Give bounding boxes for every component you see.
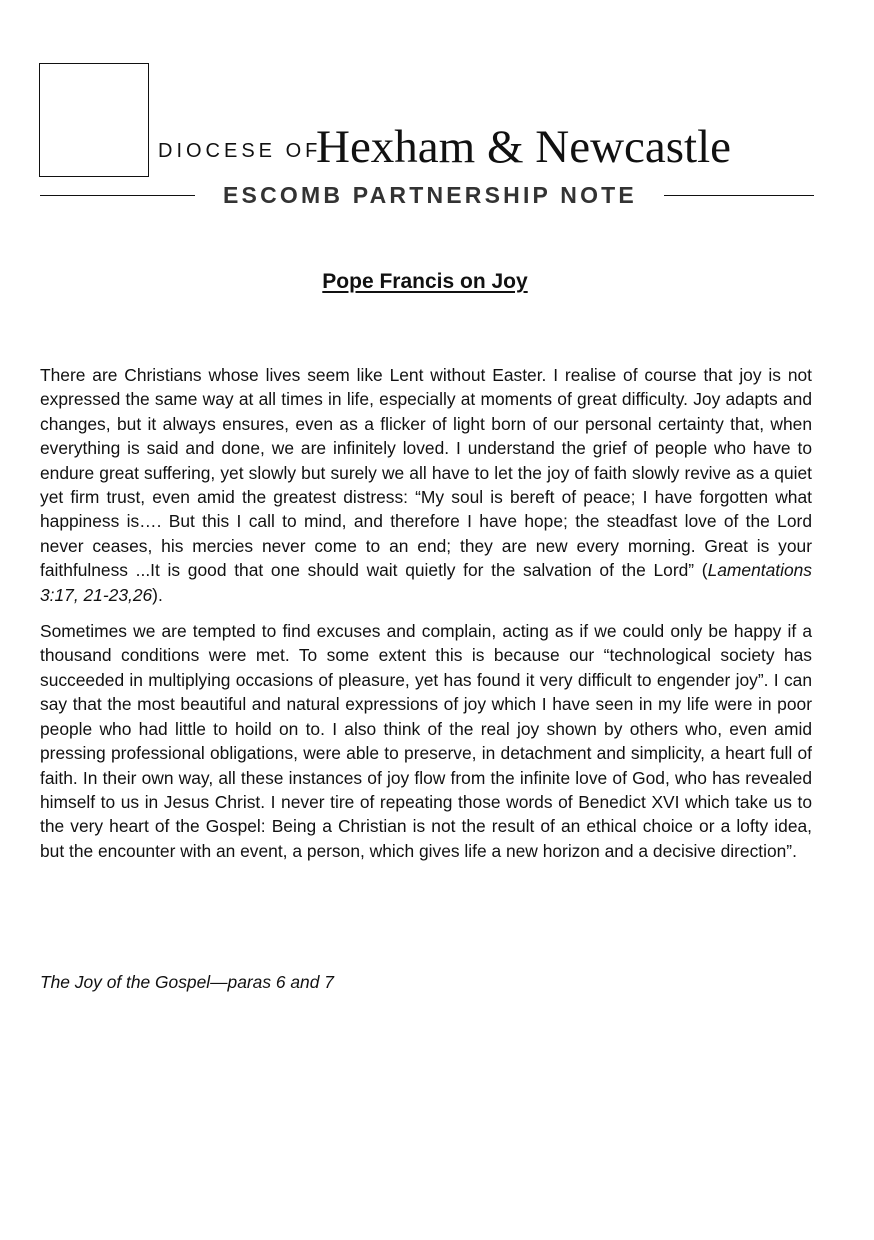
diocese-name: Hexham & Newcastle [316, 121, 732, 173]
paragraph-2: Sometimes we are tempted to find excuses and complain, acting as if we could only be happy if a thousand conditions were met. To some extent this is because our “technological society has succeeded in multiplying occasions of pleasure, yet has found it very difficult to engender joy”. I can say that the most beautiful and natural expressions of joy which I have seen in my life were in poor people who had little to hoild on to. I also think of the real joy shown by others who, even amid pressing professional obligations, were able to preserve, in detachment and simplicity, a heart full of faith. In their own way, all these instances of joy flow from the infinite love of God, who has revealed himself to us in Jesus Christ. I never tire of repeating those words of Benedict XVI which take us to the very heart of the Gospel: Being a Christian is not the result of an ethical choice or a lofty idea, but the encounter with an event, a person, which gives life a new horizon and a decisive direction”. [40, 621, 812, 861]
source-citation: The Joy of the Gospel—paras 6 and 7 [40, 972, 334, 992]
divider-left [40, 195, 195, 196]
diocese-prefix: DIOCESE OF [158, 140, 322, 162]
divider-right [664, 195, 814, 196]
logo-placeholder [39, 63, 149, 177]
paragraph-1-text: There are Christians whose lives seem like Lent without Easter. I realise of course that joy is not expressed the same way at all times in life, especially at moments of great difficulty. Joy adapts and changes, but it always ensures, even as a flicker of light born of our personal certainty that, when everything is said and done, we are infinitely loved. I understand the grief of people who have to endure great suffering, yet slowly but surely we all have to let the joy of faith slowly revive as a quiet yet firm trust, even amid the greatest distress: “My soul is bereft of peace; I have forgotten what happiness is…. But this I call to mind, and therefore I have hope; the steadfast love of the Lord never ceases, his mercies never come to an end; they are new every morning. Great is your faithfulness ...It is good that one should wait quietly for the salvation of the Lord” ( [40, 365, 812, 581]
partnership-note-subtitle: ESCOMB PARTNERSHIP NOTE [223, 182, 637, 208]
paragraph-1 [40, 363, 812, 607]
document-title: Pope Francis on Joy [322, 270, 528, 293]
diocese-heading [158, 122, 818, 172]
body-text [40, 363, 812, 875]
scripture-citation: Lamentations 3:17, 21-23,26 [40, 560, 812, 605]
paragraph-1-end: ). [152, 584, 163, 605]
